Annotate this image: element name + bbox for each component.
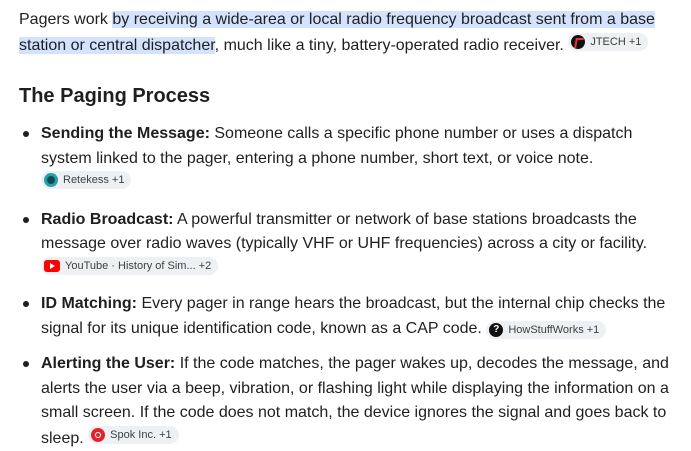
source-chip-label: Retekess +1 [63,174,125,186]
process-list [19,122,679,451]
list-item [19,352,679,451]
source-chip-retekess[interactable] [41,171,131,189]
source-chip-jtech[interactable] [568,33,648,51]
item-text: A powerful transmitter or network of base stations broadcasts the message over radio waves (typically VHF or UHF frequencies) across a city or facility. [41,210,648,252]
bullet-icon [23,131,29,137]
item-text: Someone calls a specific phone number or uses a dispatch system linked to the pager, entering a phone number, short text, or voice note. [41,125,633,167]
bullet-icon [23,361,29,367]
list-item [19,208,679,282]
item-text: Every pager in range hears the broadcast, but the internal chip checks the signal for its unique identification code, known as a CAP code. [41,295,666,337]
source-chip-youtube[interactable] [41,257,218,275]
youtube-icon [44,260,60,272]
intro-prefix: Pagers work [19,11,113,28]
list-item [19,292,679,341]
intro-paragraph [19,8,679,58]
jtech-icon [571,35,585,49]
item-title: Radio Broadcast: [41,210,174,228]
source-chip-label: JTECH +1 [590,35,642,48]
source-chip-howstuffworks[interactable] [486,321,606,339]
intro-suffix: , much like a tiny, battery-operated radio receiver. [214,36,564,54]
bullet-icon [23,217,29,223]
intro-highlight: by receiving a wide-area or local radio frequency broadcast sent from a base station or central dispatcher [19,11,655,54]
source-chip-label: HowStuffWorks +1 [508,323,600,336]
source-chip-label: Spok Inc. +1 [110,428,172,441]
section-title: The Paging Process [19,85,211,107]
list-item [19,122,679,197]
howstuffworks-icon: ? [489,323,503,337]
answer-content [19,8,679,447]
bullet-icon [23,301,29,307]
source-chip-spok[interactable] [88,426,178,444]
item-title: Sending the Message: [41,125,210,142]
item-text: If the code matches, the pager wakes up, decodes the message, and alerts the user via a beep, vibration, or flashing light while displaying the information on a small screen. If the code does not match, the device ignores the signal and goes back to sleep. [41,355,669,447]
item-title: ID Matching: [41,295,137,312]
item-title: Alerting the User: [41,355,176,372]
retekess-icon [44,173,58,187]
spok-icon [91,428,105,442]
source-chip-label: YouTube · History of Sim... +2 [65,259,212,272]
